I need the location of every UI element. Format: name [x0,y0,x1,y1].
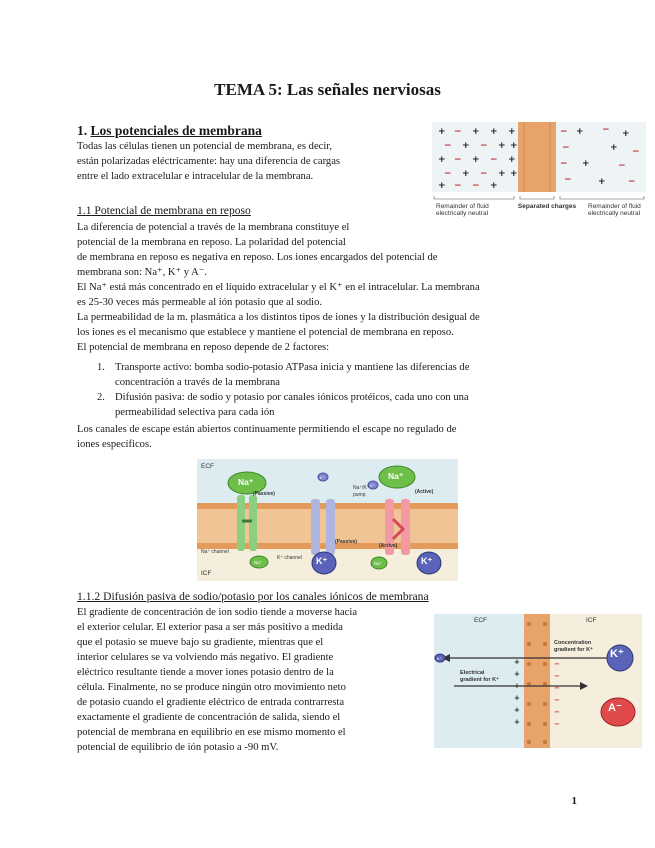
k-ion-label-pump: K⁺ [421,556,433,566]
text-line: eléctrico resultante tiende a mover iones potasio dentro de la [77,667,334,678]
pump-label: Na⁺/K⁺ pump [353,485,370,498]
svg-text:+: + [472,155,480,165]
text-line: Todas las células tienen un potencial de membrana, es decir, [77,141,333,152]
svg-text:+: + [462,141,470,151]
icf-label: ICF [201,570,212,577]
section-1-1-paragraph [77,220,480,355]
svg-text:+: + [514,658,520,666]
concentration-gradient-label: Concentration gradient for K⁺ [554,640,593,653]
factor-list [97,360,585,420]
text-line: de membrana en reposo es negativa en reposo. Los iones encargados del potencial de [77,252,438,263]
text-line: es 25-30 veces más permeable al ión potasio que al sodio. [77,297,323,308]
section-title: 1.1.2 Difusión pasiva de sodio/potasio por los canales iónicos de membrana [77,590,429,603]
a-ion-label: A⁻ [608,702,622,714]
potassium-gradient-figure [434,614,642,748]
svg-text:−: − [618,161,626,171]
page-title: TEMA 5: Las señales nerviosas [214,80,441,99]
section-1-1-2-paragraph [77,605,357,755]
text-line: que el potasio se mueve bajo su gradiente, mientras que el [77,637,324,648]
svg-text:−: − [562,143,570,153]
svg-text:−: − [454,127,462,137]
text-line: potencial de equilibrio de ión potasio a -90 mV. [77,742,279,753]
section-title: 1.1 Potencial de membrana en reposo [77,204,251,217]
svg-text:+: + [510,169,518,179]
svg-text:+: + [438,127,446,137]
channels-illustration [197,459,458,581]
text-line: El potencial de membrana en reposo depende de 2 factores: [77,342,330,353]
svg-text:−: − [480,169,488,179]
k-small-label: K⁺ [320,475,325,480]
svg-text:−: − [602,125,610,135]
active-label: (Active) [415,489,434,495]
text-line: La permeabilidad de la m. plasmática a los distintos tipos de iones y la distribución desigual de [77,312,480,323]
svg-text:−: − [454,155,462,165]
text-line: iones específicos. [77,439,152,450]
text-line: El gradiente de concentración de ion sodio tiende a moverse hacia [77,607,358,618]
text-line: potencial de la membrana en reposo. La polaridad del potencial [77,237,346,248]
section-title: Los potenciales de membrana [90,123,262,138]
ecf-label: ECF [474,617,487,624]
label-separated-charges: Separated charges [517,203,577,210]
text-line: exactamente el gradiente de concentración de salida, siendo el [77,712,341,723]
separated-charges-figure [432,122,646,232]
section-1-heading [77,123,262,139]
svg-text:+: + [498,169,506,179]
page-number: 1 [571,795,577,807]
svg-text:+: + [622,129,630,139]
svg-text:+: + [514,694,520,702]
ecf-label: ECF [201,463,214,470]
section-1-paragraph [77,139,340,184]
svg-text:−: − [554,708,560,716]
svg-text:−: − [490,155,498,165]
label-neutral-left: Remainder of fluid electrically neutral [436,203,489,217]
electrical-gradient-label: Electrical gradient for K⁺ [460,670,499,683]
svg-text:−: − [454,181,462,191]
passive-label: (Passive) [253,491,275,497]
text-line: Los canales de escape están abiertos continuamente permitiendo el escape no regulado de [77,424,457,435]
svg-text:−: − [554,672,560,680]
k-small-label-pump: K⁺ [370,483,375,488]
svg-text:+: + [514,706,520,714]
svg-text:+: + [508,155,516,165]
section-number: 1. [77,123,88,138]
list-number: 2. [97,392,105,403]
svg-text:+: + [598,177,606,187]
text-line: entre el lado extracelular e intracelular de la membrana. [77,171,314,182]
svg-text:+: + [508,127,516,137]
svg-text:−: − [628,177,636,187]
charges-illustration [432,122,646,202]
k-small-label: K⁺ [437,656,442,661]
svg-text:−: − [560,159,568,169]
list-item [97,390,585,420]
svg-text:+: + [490,181,498,191]
svg-text:−: − [554,720,560,728]
svg-text:+: + [610,143,618,153]
k-channel-label: K⁺ channel [277,555,302,561]
active-label-2: (Active) [379,543,398,549]
text-line: célula. Finalmente, no se produce ningún otro movimiento neto [77,682,346,693]
svg-text:+: + [576,127,584,137]
k-ion-label: K⁺ [316,556,328,566]
na-channel-label: Na⁺ channel [201,549,229,555]
text-line: están polarizadas eléctricamente: hay una diferencia de cargas [77,156,341,167]
text-line: Difusión pasiva: de sodio y potasio por canales iónicos protéicos, cada uno con una [115,392,469,403]
svg-text:+: + [472,127,480,137]
svg-text:+: + [498,141,506,151]
label-neutral-right: Remainder of fluid electrically neutral [588,203,641,217]
text-line: concentración a través de la membrana [115,377,280,388]
k-ion-label: K⁺ [610,648,624,660]
list-number: 1. [97,362,105,373]
svg-text:+: + [514,718,520,726]
svg-text:+: + [438,155,446,165]
svg-text:−: − [560,127,568,137]
svg-text:+: + [490,127,498,137]
escape-channels-paragraph [77,422,456,452]
svg-text:+: + [514,682,520,690]
ion-channels-figure [197,459,458,581]
na-ion-label-pump: Na⁺ [388,471,404,481]
svg-text:−: − [480,141,488,151]
svg-text:−: − [472,181,480,191]
svg-text:−: − [554,660,560,668]
na-small-label-pump: Na⁺ [374,561,383,566]
text-line: Transporte activo: bomba sodio-potasio ATPasa inicia y mantiene las diferencias de [115,362,470,373]
na-small-label: Na⁺ [254,560,263,565]
svg-text:+: + [510,141,518,151]
text-line: membrana son: Na⁺, K⁺ y A⁻. [77,267,208,278]
na-ion-label: Na⁺ [238,477,254,487]
svg-text:−: − [564,175,572,185]
text-line: los iones es el mecanismo que establece y mantiene el potencial de membrana en reposo. [77,327,454,338]
passive-label-k: (Passive) [335,539,357,545]
icf-label: ICF [586,617,597,624]
svg-text:−: − [554,684,560,692]
svg-text:+: + [514,670,520,678]
text-line: el exterior celular. El exterior pasa a ser más positivo a medida [77,622,343,633]
list-item [97,360,585,390]
svg-text:−: − [554,696,560,704]
svg-text:+: + [582,159,590,169]
text-line: interior celulares se va volviendo más negativo. El gradiente [77,652,334,663]
section-1-1-2-heading [77,590,429,603]
svg-text:−: − [444,169,452,179]
svg-text:−: − [632,147,640,157]
svg-text:+: + [462,169,470,179]
svg-text:−: − [444,141,452,151]
text-line: de potasio cuando el gradiente eléctrico de entrada contrarresta [77,697,345,708]
text-line: La diferencia de potencial a través de la membrana constituye el [77,222,350,233]
svg-text:+: + [438,181,446,191]
text-line: El Na⁺ está más concentrado en el líquido extracelular y el K⁺ en el intracelular. La membrana [77,282,480,293]
text-line: permeabilidad selectiva para cada ión [115,407,275,418]
text-line: potencial de membrana en equilibrio en ese mismo momento el [77,727,346,738]
section-1-1-heading [77,204,251,217]
